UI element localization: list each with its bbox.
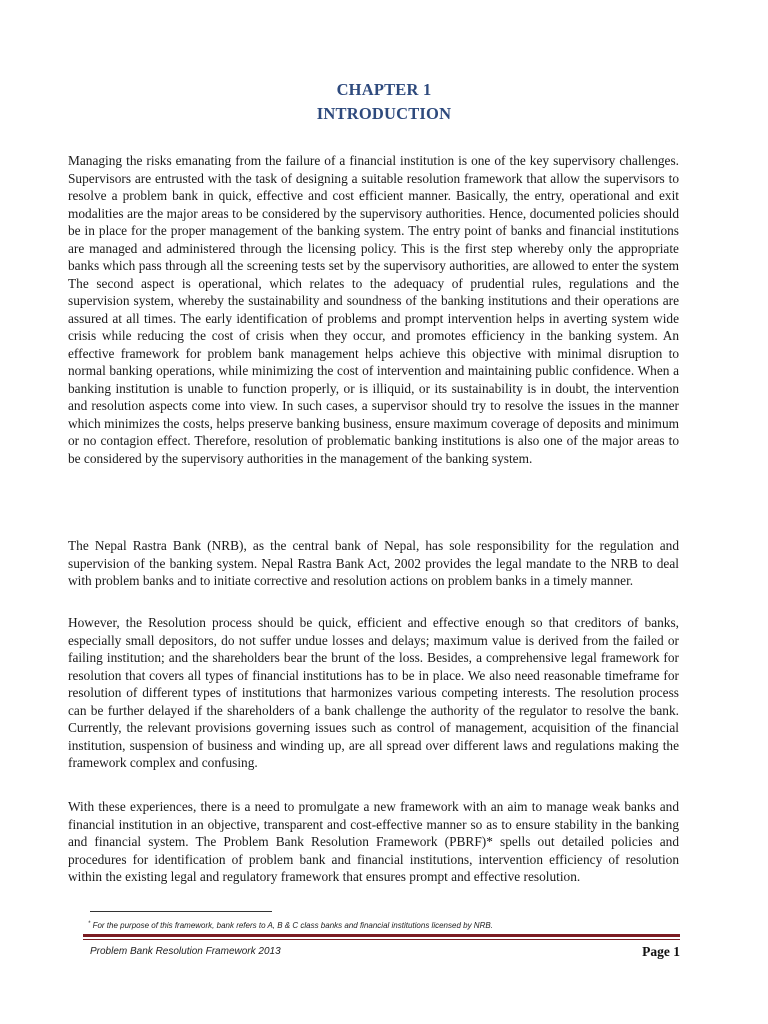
body-paragraph-4: With these experiences, there is a need to promulgate a new framework with an aim to manage weak banks and financial institution in an objective, transparent and cost-effective manner so as to ensure stability in the banking and financial system. The Problem Bank Resolution Framework (PBRF)* spells out detailed policies and procedures for identification of problem bank and financial institutions, intervention efficiency of resolution within the existing legal and regulatory framework that ensures prompt and effective resolution. [68, 799, 679, 884]
body-paragraph-2: The Nepal Rastra Bank (NRB), as the central bank of Nepal, has sole responsibility for the regulation and supervision of the banking system. Nepal Rastra Bank Act, 2002 provides the legal mandate to the NRB to deal with problem banks and to initiate corrective and resolution actions on problem banks in a timely manner. [68, 538, 679, 588]
footnote [88, 919, 688, 931]
footnote-text: For the purpose of this framework, bank refers to A, B & C class banks and financial institutions licensed by NRB. [90, 921, 493, 930]
footer-document-title: Problem Bank Resolution Framework 2013 [90, 946, 281, 957]
footer-rule-thick [83, 934, 680, 937]
page-number: Page 1 [642, 944, 680, 959]
body-paragraph-3: However, the Resolution process should be quick, efficient and effective enough so that creditors of banks, especially small depositors, do not suffer undue losses and delays; maximum value is derived from the failed or failing institution; and the shareholders bear the brunt of the loss. Besides, a comprehensive legal framework for resolution that covers all types of financial institutions has to be in place. We also need reasonable timeframe for resolution of different types of institutions that harmonizes various competing interests. The resolution process can be further delayed if the shareholders of a bank challenge the authority of the regulator to resolve the bank. Currently, the relevant provisions governing issues such as control of management, acquisition of the financial institution, suspension of business and winding up, are all spread over different laws and regulations making the framework complex and confusing. [68, 615, 679, 770]
chapter-title: INTRODUCTION [316, 104, 452, 123]
footer-rule-thin [83, 939, 680, 940]
footnote-marker: * [88, 921, 91, 927]
chapter-number: CHAPTER 1 [336, 80, 432, 99]
footnote-separator [90, 911, 272, 912]
body-paragraph-1: Managing the risks emanating from the failure of a financial institution is one of the key supervisory challenges. Supervisors are entrusted with the task of designing a suitable resolution framework that allow the supervisors to resolve a problem bank in quick, effective and cost efficient manner. Basically, the entry, operational and exit modalities are the major areas to be considered by the supervisory authorities. Hence, documented policies should be in place for the proper management of the banking system. The entry point of banks and financial institutions are managed and administered through the licensing policy. This is the first step whereby only the appropriate banks which pass through all the screening tests set by the supervisory authorities, are allowed to enter the system The second aspect is operational, which relates to the adequacy of prudential rules, regulations and the supervision system, whereby the sustainability and soundness of the banking institutions and their operations are assured at all times. The early identification of problems and prompt intervention helps in averting system wide crisis while reducing the cost of crisis when they occur, and promotes efficiency in the banking system. An effective framework for problem bank management helps achieve this objective with minimal disruption to normal banking operations, while minimizing the cost of intervention and maintaining public confidence. When a banking institution is unable to function properly, or is illiquid, or its sustainability is in doubt, the intervention and resolution aspects come into view. In such cases, a supervisor should try to resolve the issues in the manner which minimizes the costs, helps preserve banking business, ensure maximum coverage of deposits and minimum or no contagion effect. Therefore, resolution of problematic banking institutions is also one of the major areas to be considered by the supervisory authorities in the management of the banking system. [68, 153, 679, 466]
